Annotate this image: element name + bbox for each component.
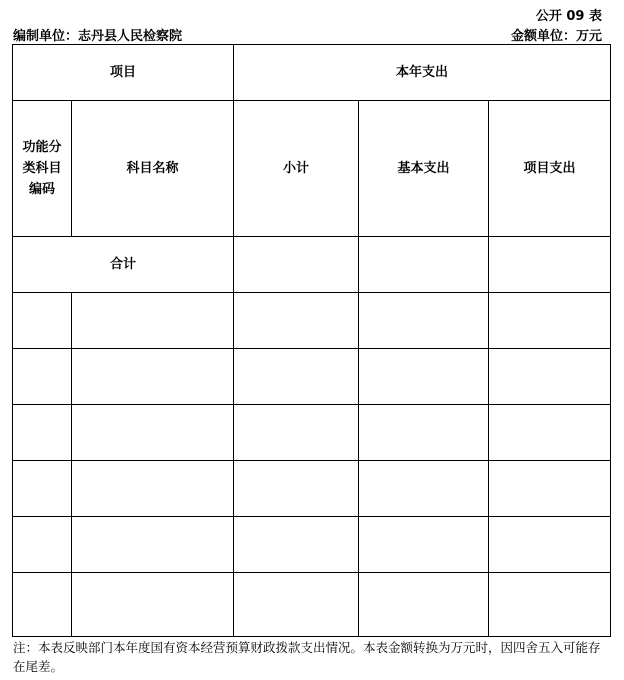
total-basic-cell [359,237,489,293]
header-row-1 [13,45,611,101]
table-cell [359,461,489,517]
table-cell [72,517,234,573]
table-cell [234,293,359,349]
table-cell [489,349,611,405]
table-cell [489,517,611,573]
table-cell [234,517,359,573]
table-cell [489,405,611,461]
table-cell [234,349,359,405]
table-cell [72,349,234,405]
expense-table [12,44,611,637]
amount-unit: 金额单位：万元 [510,29,602,44]
table-row [13,293,611,349]
table-row [13,573,611,637]
table-row [13,517,611,573]
table-cell [489,573,611,637]
total-row [13,237,611,293]
subject-name-header: 科目名称 [72,101,234,237]
table-row [13,461,611,517]
table-cell [13,461,72,517]
table-cell [13,405,72,461]
table-cell [359,405,489,461]
table-cell [13,293,72,349]
table-cell [489,293,611,349]
table-cell [359,573,489,637]
table-cell [489,461,611,517]
table-cell [72,405,234,461]
table-cell [13,349,72,405]
func-code-header: 功能分类科目编码 [22,140,62,197]
table-cell [13,517,72,573]
project-header: 项目 [13,45,234,101]
total-project-cell [489,237,611,293]
table-row [13,349,611,405]
table-cell [234,461,359,517]
table-cell [234,405,359,461]
total-subtotal-cell [234,237,359,293]
form-number: 公开 09 表 [535,9,602,24]
table-cell [234,573,359,637]
table-cell [359,517,489,573]
basic-expense-header: 基本支出 [359,101,489,237]
header-row-2 [13,101,611,237]
table-row [13,405,611,461]
table-cell [359,349,489,405]
table-cell [72,293,234,349]
year-expense-header: 本年支出 [234,45,611,101]
func-code-header-cell [13,101,72,237]
table-cell [72,573,234,637]
table-cell [72,461,234,517]
subtotal-header: 小计 [234,101,359,237]
footnote: 注：本表反映部门本年度国有资本经营预算财政拨款支出情况。本表金额转换为万元时，因四舍五入可能存在尾差。 [13,640,601,674]
table-cell [13,573,72,637]
compiling-unit: 编制单位：志丹县人民检察院 [13,29,183,44]
total-label: 合计 [13,237,234,293]
table-cell [359,293,489,349]
project-expense-header: 项目支出 [489,101,611,237]
